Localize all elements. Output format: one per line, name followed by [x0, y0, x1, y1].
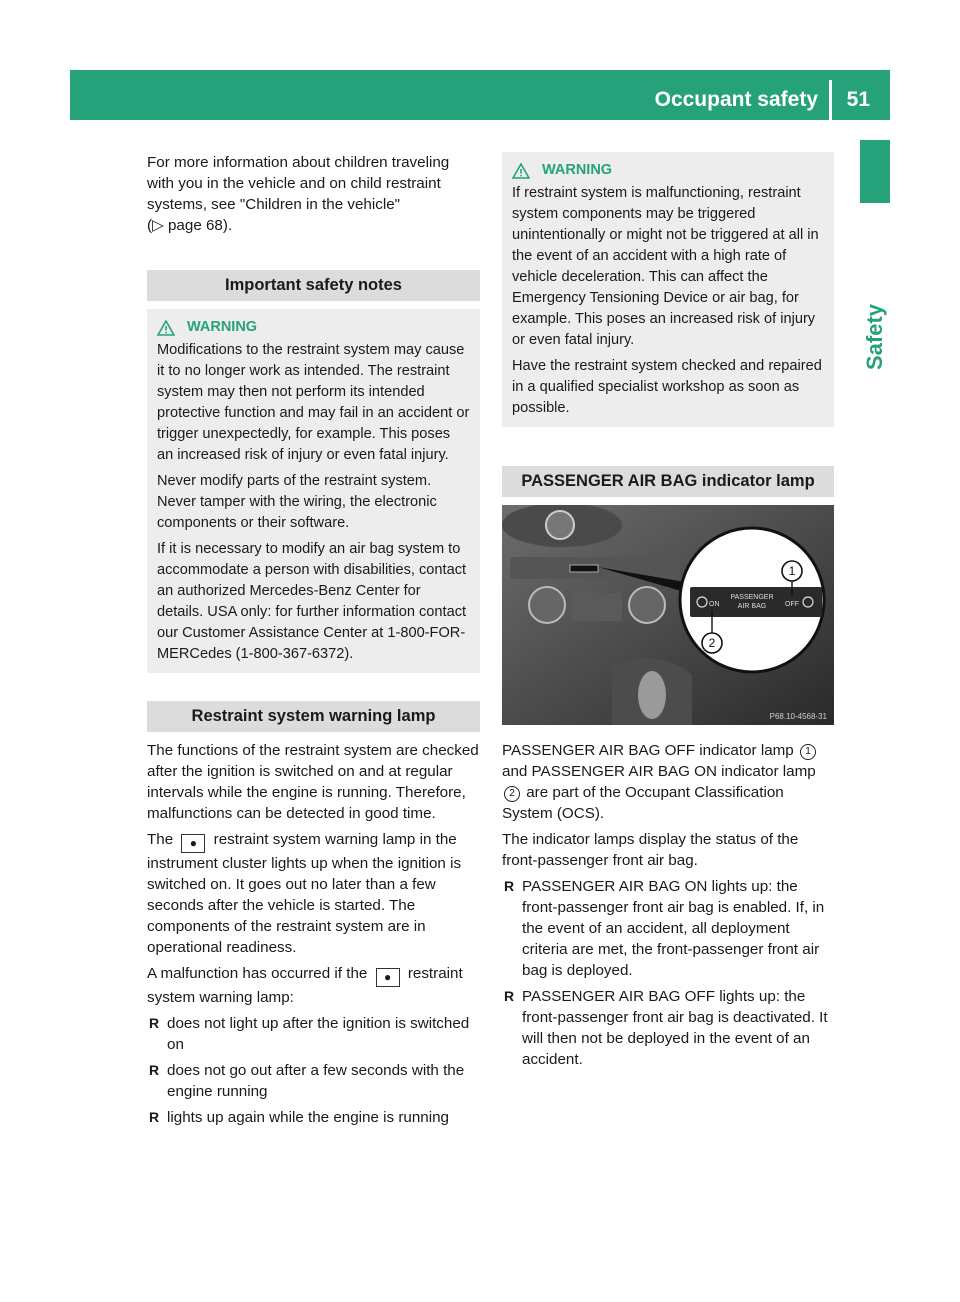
left-column [147, 152, 480, 1133]
header-divider [829, 80, 832, 120]
warning-triangle-icon [512, 163, 530, 179]
malfunction-list [147, 1013, 480, 1128]
restraint-paragraph-3: A malfunction has occurred if the ● restraint system warning lamp: [147, 965, 463, 1006]
warning-heading [157, 317, 470, 338]
warning-paragraph-3: If it is necessary to modify an air bag system to accommodate a person with disabilities, contact an authorized Mercedes-Benz Center for details. USA only: for further information contact our Customer Assistance Center at 1-800-FOR-MERCedes (1-800-367-6372). [157, 541, 467, 662]
right-column [502, 152, 834, 1075]
intro-page-link[interactable]: page 68). [167, 217, 233, 234]
callout-1-ref: 1 [800, 744, 816, 760]
photo-panel-line2: AIR BAG [737, 603, 767, 610]
warning-paragraph-2: Never modify parts of the restraint system. Never tamper with the wiring, the electronic components or their software. [157, 473, 437, 531]
list-item: R does not go out after a few seconds with the engine running [147, 1060, 480, 1102]
indicator-status-list [502, 876, 834, 1070]
warning-box-malfunction [502, 152, 834, 427]
chapter-label: Safety [862, 303, 887, 370]
restraint-warning-lamp-icon: ● [376, 968, 400, 987]
callout-2-ref: 2 [504, 786, 520, 802]
list-item: R does not light up after the ignition is switched on [147, 1013, 480, 1055]
page-ref-arrow-icon: ▷ [152, 217, 164, 234]
photo-reference-code: P68.10-4568-31 [769, 712, 827, 721]
list-item: R PASSENGER AIR BAG ON lights up: the front-passenger front air bag is enabled. If, in the event of an accident, all deployment criteria are met, the front-passenger front air bag is deployed. [502, 876, 834, 981]
warning-box-modifications [147, 309, 480, 673]
indicator-paragraph-2: The indicator lamps display the status of the front-passenger front air bag. [502, 831, 799, 869]
air-bag-indicator-photo [502, 505, 834, 725]
indicator-paragraph-1: PASSENGER AIR BAG OFF indicator lamp 1 and PASSENGER AIR BAG ON indicator lamp 2 are part of the Occupant Classification System (OCS). [502, 742, 816, 822]
page-title: Occupant safety [654, 88, 818, 111]
page-header [70, 70, 890, 120]
chapter-tab [860, 140, 890, 203]
intro-text: For more information about children traveling with you in the vehicle and on child restraint systems, see "Children in the vehicle" [147, 154, 450, 213]
warning-label: WARNING [187, 319, 258, 335]
section-title-passenger-air-bag: PASSENGER AIR BAG indicator lamp [502, 466, 834, 497]
list-item: R PASSENGER AIR BAG OFF lights up: the front-passenger front air bag is deactivated. It will then not be deployed in the event of an accident. [502, 986, 834, 1070]
photo-panel-line1: PASSENGER [730, 594, 774, 601]
warning-heading [512, 160, 824, 181]
restraint-warning-lamp-icon: ● [181, 834, 205, 853]
warning-paragraph-1: If restraint system is malfunctioning, restraint system components may be triggered unintentionally or might not be triggered at all in the event of an accident with a high rate of vehicle deceleration. This can affect the Emergency Tensioning Device or air bag, for example. This poses an increased risk of injury or even fatal injury. [512, 185, 819, 348]
page-number: 51 [846, 88, 870, 111]
photo-on-label: ON [709, 601, 720, 608]
section-title-restraint-warning-lamp: Restraint system warning lamp [147, 701, 480, 732]
restraint-paragraph-1: The functions of the restraint system are checked after the ignition is switched on and at regular intervals while the engine is running. Therefore, malfunctions can be detected in good time. [147, 742, 479, 822]
intro-paragraph: For more information about children traveling with you in the vehicle and on child restraint systems, see "Children in the vehicle" (▷ page 68). [147, 154, 450, 234]
warning-paragraph-2: Have the restraint system checked and repaired in a qualified specialist workshop as soon as possible. [512, 358, 822, 416]
warning-label: WARNING [542, 162, 613, 178]
warning-paragraph-1: Modifications to the restraint system may cause it to no longer work as intended. The restraint system may then not perform its intended protective function and may fail in an accident or trigger unexpectedly, for example. This poses an increased risk of injury or even fatal injury. [157, 342, 470, 463]
warning-triangle-icon [157, 320, 175, 336]
dashboard-illustration [502, 505, 834, 725]
callout-2-label: 2 [708, 636, 716, 650]
restraint-paragraph-2: The ● restraint system warning lamp in the instrument cluster lights up when the ignition is switched on. It goes out no later than a few seconds after the vehicle is started. The components of the restraint system are in operational readiness. [147, 831, 462, 956]
photo-off-label: OFF [785, 601, 799, 608]
section-title-important-safety-notes: Important safety notes [147, 270, 480, 301]
callout-1-label: 1 [788, 564, 796, 578]
list-item: R lights up again while the engine is running [147, 1107, 480, 1128]
